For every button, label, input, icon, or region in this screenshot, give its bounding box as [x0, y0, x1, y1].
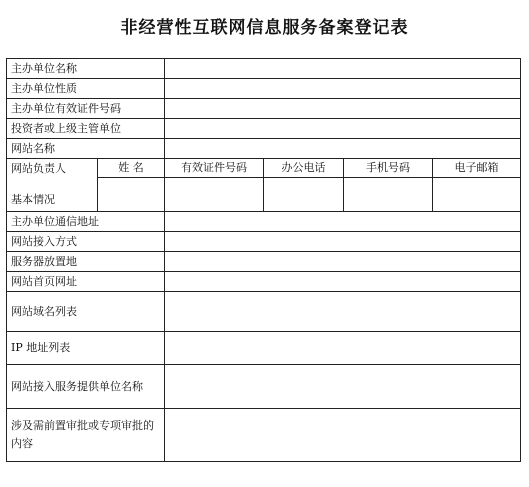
- row-host-unit-name: [7, 59, 521, 79]
- responsible-person-label-bottom: 基本情况: [11, 193, 55, 206]
- row-access-method: [7, 232, 521, 252]
- row-domain-list: [7, 292, 521, 332]
- row-ip-list: [7, 332, 521, 365]
- registration-form-table: [6, 58, 521, 462]
- domain-list-field[interactable]: [165, 292, 521, 332]
- responsible-id-field[interactable]: [165, 178, 264, 212]
- row-host-unit-nature: [7, 79, 521, 99]
- responsible-person-label: [7, 159, 98, 212]
- row-server-location: [7, 252, 521, 272]
- access-method-label: 网站接入方式: [7, 232, 165, 252]
- host-unit-address-label: 主办单位通信地址: [7, 212, 165, 232]
- access-provider-field[interactable]: [165, 365, 521, 409]
- row-website-name: [7, 139, 521, 159]
- header-name: 姓 名: [98, 159, 165, 178]
- homepage-url-label: 网站首页网址: [7, 272, 165, 292]
- host-unit-nature-label: 主办单位性质: [7, 79, 165, 99]
- investor-label: 投资者或上级主管单位: [7, 119, 165, 139]
- ip-list-label: IP 地址列表: [7, 332, 165, 365]
- header-id-number: 有效证件号码: [165, 159, 264, 178]
- row-host-unit-id: [7, 99, 521, 119]
- row-homepage-url: [7, 272, 521, 292]
- pre-approval-field[interactable]: [165, 409, 521, 462]
- domain-list-label: 网站域名列表: [7, 292, 165, 332]
- header-mobile: 手机号码: [344, 159, 433, 178]
- row-host-unit-address: [7, 212, 521, 232]
- server-location-label: 服务器放置地: [7, 252, 165, 272]
- responsible-person-label-top: 网站负责人: [11, 162, 66, 175]
- homepage-url-field[interactable]: [165, 272, 521, 292]
- responsible-mobile-field[interactable]: [344, 178, 433, 212]
- host-unit-name-field[interactable]: [165, 59, 521, 79]
- row-pre-approval: [7, 409, 521, 462]
- form-title: 非经营性互联网信息服务备案登记表: [120, 18, 409, 38]
- server-location-field[interactable]: [165, 252, 521, 272]
- header-office-phone: 办公电话: [264, 159, 344, 178]
- header-email: 电子邮箱: [433, 159, 521, 178]
- host-unit-id-label: 主办单位有效证件号码: [7, 99, 165, 119]
- responsible-office-phone-field[interactable]: [264, 178, 344, 212]
- access-provider-label: 网站接入服务提供单位名称: [7, 365, 165, 409]
- ip-list-field[interactable]: [165, 332, 521, 365]
- pre-approval-label: 涉及需前置审批或专项审批的内容: [7, 409, 165, 462]
- website-name-field[interactable]: [165, 139, 521, 159]
- row-investor: [7, 119, 521, 139]
- host-unit-name-label: 主办单位名称: [7, 59, 165, 79]
- investor-field[interactable]: [165, 119, 521, 139]
- website-name-label: 网站名称: [7, 139, 165, 159]
- host-unit-nature-field[interactable]: [165, 79, 521, 99]
- host-unit-address-field[interactable]: [165, 212, 521, 232]
- responsible-email-field[interactable]: [433, 178, 521, 212]
- row-responsible-person-header: [7, 159, 521, 178]
- responsible-name-field[interactable]: [98, 178, 165, 212]
- host-unit-id-field[interactable]: [165, 99, 521, 119]
- row-access-provider: [7, 365, 521, 409]
- access-method-field[interactable]: [165, 232, 521, 252]
